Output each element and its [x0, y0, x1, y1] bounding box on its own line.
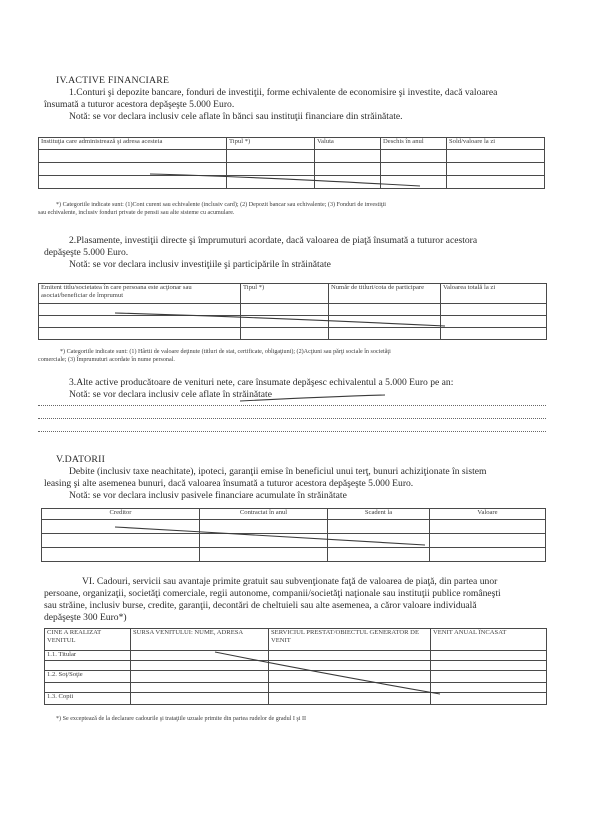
table-cell[interactable]	[241, 304, 329, 316]
table-cell[interactable]	[441, 304, 547, 316]
row-label: 1.2. Soţ/Soţie	[45, 671, 131, 683]
table-row	[39, 176, 545, 189]
table-header-row	[42, 509, 546, 520]
section-iv-title: IV.ACTIVE FINANCIARE	[56, 75, 170, 86]
table-cell[interactable]	[329, 328, 441, 340]
section-iv-p2-line2: depăşeşte 5.000 Euro.	[44, 247, 129, 258]
table-cell[interactable]	[39, 150, 227, 163]
table-cell	[45, 661, 131, 671]
table-cell[interactable]	[269, 693, 431, 705]
table-row	[42, 548, 546, 562]
table-cell[interactable]	[441, 316, 547, 328]
table-cell[interactable]	[269, 651, 431, 661]
table-cell[interactable]	[315, 176, 381, 189]
table-cell[interactable]	[441, 328, 547, 340]
table-header-cell: Tipul *)	[241, 284, 329, 304]
table-cell[interactable]	[431, 661, 547, 671]
table-header-cell: Număr de titluri/cota de participare	[329, 284, 441, 304]
table-cell[interactable]	[328, 520, 430, 534]
table-cell[interactable]	[42, 520, 200, 534]
section-iv-p2-line1: 2.Plasamente, investiţii directe şi împrumuturi acordate, dacă valoarea de piaţă însumată a tuturor acestora	[69, 235, 478, 246]
table-cell[interactable]	[381, 150, 447, 163]
table-header-row	[39, 138, 545, 150]
table-cell[interactable]	[430, 520, 546, 534]
table-cell[interactable]	[39, 328, 241, 340]
table-cell[interactable]	[39, 304, 241, 316]
table-row	[45, 661, 547, 671]
table-cell[interactable]	[131, 661, 269, 671]
table-header-cell: Instituţia care administrează şi adresa acesteia	[39, 138, 227, 150]
table-cell[interactable]	[315, 150, 381, 163]
section-vi-line2: persoane, organizaţii, societăţi comerciale, regii autonome, companii/societăţi naţionale sau instituţii publice româneşti	[44, 588, 501, 599]
table-cell[interactable]	[269, 671, 431, 683]
section-v-line1: Debite (inclusiv taxe neachitate), ipoteci, garanţii emise în beneficiul unui terţ, bunuri achiziţionate în sistem	[69, 466, 487, 477]
debts-table	[41, 508, 546, 562]
section-iv-p3-note: Notă: se vor declara inclusiv cele aflate în străinătate	[69, 389, 272, 400]
table-row	[39, 150, 545, 163]
dotted-fill-line[interactable]	[38, 418, 546, 419]
table-cell[interactable]	[39, 316, 241, 328]
table-cell[interactable]	[227, 176, 315, 189]
table-cell[interactable]	[431, 671, 547, 683]
table-row	[39, 304, 547, 316]
table-cell[interactable]	[381, 163, 447, 176]
section-iv-p1-note: Notă: se vor declara inclusiv cele aflate în bănci sau instituţii financiare din străinătate.	[69, 111, 403, 122]
table-cell	[45, 683, 131, 693]
table-cell[interactable]	[39, 176, 227, 189]
dotted-fill-line[interactable]	[38, 431, 546, 432]
table-header-cell: Valoare	[430, 509, 546, 520]
table-header-cell: Creditor	[42, 509, 200, 520]
table-cell[interactable]	[430, 548, 546, 562]
table-row	[39, 316, 547, 328]
footnote-3: *) Se exceptează de la declarare cadourile şi trataţiile uzuale primite din partea rudelor de gradul I şi II	[56, 716, 307, 722]
section-vi-line3: sau străine, inclusiv burse, credite, garanţii, decontări de cheltuieli sau alte asemenea, a căror valoare individuală	[44, 600, 477, 611]
table-header-cell: SERVICIUL PRESTAT/OBIECTUL GENERATOR DE VENIT	[269, 629, 431, 651]
table-cell[interactable]	[241, 316, 329, 328]
table-row	[45, 693, 547, 705]
section-vi-line4: depăşeşte 300 Euro*)	[44, 612, 127, 623]
table-cell[interactable]	[328, 534, 430, 548]
gifts-table	[44, 628, 547, 705]
table-cell[interactable]	[447, 150, 545, 163]
table-header-row	[39, 284, 547, 304]
investments-table	[38, 283, 547, 340]
table-cell[interactable]	[131, 683, 269, 693]
bank-accounts-table	[38, 137, 545, 189]
table-cell[interactable]	[39, 163, 227, 176]
table-cell[interactable]	[200, 520, 328, 534]
table-cell[interactable]	[131, 693, 269, 705]
footnote-2-line1: *) Categoriile indicate sunt: (1) Hârtii de valoare deţinute (titluri de stat, certificate, obligaţiuni); (2)Acţiuni sau părţi sociale în societăţi	[60, 349, 391, 355]
section-vi-line1: VI. Cadouri, servicii sau avantaje primite gratuit sau subvenţionate faţă de valoarea de piaţă, din partea unor	[82, 576, 498, 587]
footnote-1-line2: sau echivalente, inclusiv fonduri private de pensii sau alte sisteme cu acumulare.	[38, 210, 235, 216]
table-cell[interactable]	[431, 651, 547, 661]
table-cell[interactable]	[329, 316, 441, 328]
table-row	[45, 683, 547, 693]
table-header-cell: Scadent la	[328, 509, 430, 520]
row-label: 1.3. Copii	[45, 693, 131, 705]
table-header-cell: Deschis în anul	[381, 138, 447, 150]
section-iv-p2-note: Notă: se vor declara inclusiv investiţiile şi participările în străinătate	[69, 259, 331, 270]
table-cell[interactable]	[381, 176, 447, 189]
table-cell[interactable]	[227, 163, 315, 176]
table-cell[interactable]	[269, 661, 431, 671]
table-cell[interactable]	[42, 548, 200, 562]
footnote-2-line2: comerciale; (3) Împrumuturi acordate în nume personal.	[38, 357, 175, 363]
table-cell[interactable]	[131, 671, 269, 683]
table-cell[interactable]	[200, 548, 328, 562]
table-cell[interactable]	[131, 651, 269, 661]
table-header-cell: VENIT ANUAL ÎNCASAT	[431, 629, 547, 651]
table-cell[interactable]	[315, 163, 381, 176]
table-cell[interactable]	[447, 176, 545, 189]
table-cell[interactable]	[431, 683, 547, 693]
table-header-cell: CINE A REALIZAT VENITUL	[45, 629, 131, 651]
table-cell[interactable]	[431, 693, 547, 705]
row-label: 1.1. Titular	[45, 651, 131, 661]
table-header-cell: Contractat în anul	[200, 509, 328, 520]
table-row	[45, 671, 547, 683]
table-cell[interactable]	[269, 683, 431, 693]
table-row	[45, 651, 547, 661]
section-iv-p1-line1: 1.Conturi şi depozite bancare, fonduri de investiţii, forme echivalente de economisire şi investite, dacă valoarea	[69, 87, 498, 98]
table-cell[interactable]	[200, 534, 328, 548]
table-header-cell: Sold/valoare la zi	[447, 138, 545, 150]
table-cell[interactable]	[241, 328, 329, 340]
table-header-row	[45, 629, 547, 651]
table-cell[interactable]	[227, 150, 315, 163]
table-row	[39, 163, 545, 176]
section-v-line2: leasing şi alte asemenea bunuri, dacă valoarea însumată a tuturor acestora depăşeşte 5.000 Euro.	[44, 478, 414, 489]
section-iv-p3-line1: 3.Alte active producătoare de venituri nete, care însumate depăşesc echivalentul a 5.000 Euro pe an:	[69, 377, 454, 388]
table-cell[interactable]	[42, 534, 200, 548]
table-cell[interactable]	[329, 304, 441, 316]
table-row	[39, 328, 547, 340]
table-header-cell: SURSA VENITULUI: NUME, ADRESA	[131, 629, 269, 651]
section-v-note: Notă: se vor declara inclusiv pasivele financiare acumulate în străinătate	[69, 490, 347, 501]
table-cell[interactable]	[447, 163, 545, 176]
table-header-cell: Valoarea totală la zi	[441, 284, 547, 304]
table-cell[interactable]	[328, 548, 430, 562]
section-v-title: V.DATORII	[56, 454, 106, 465]
table-row	[42, 534, 546, 548]
table-header-cell: Valuta	[315, 138, 381, 150]
table-cell[interactable]	[430, 534, 546, 548]
section-iv-p1-line2: însumată a tuturor acestora depăşeşte 5.000 Euro.	[44, 99, 235, 110]
dotted-fill-line[interactable]	[38, 405, 546, 406]
footnote-1-line1: *) Categoriile indicate sunt: (1)Cont curent sau echivalente (inclusiv card); (2) Depozit bancar sau echivalente; (3) Fonduri de investiţii	[56, 202, 386, 208]
table-header-cell: Emitent titlu/societatea în care persoana este acţionar sau asociat/beneficiar de împrumut	[39, 284, 241, 304]
table-header-cell: Tipul *)	[227, 138, 315, 150]
table-row	[42, 520, 546, 534]
